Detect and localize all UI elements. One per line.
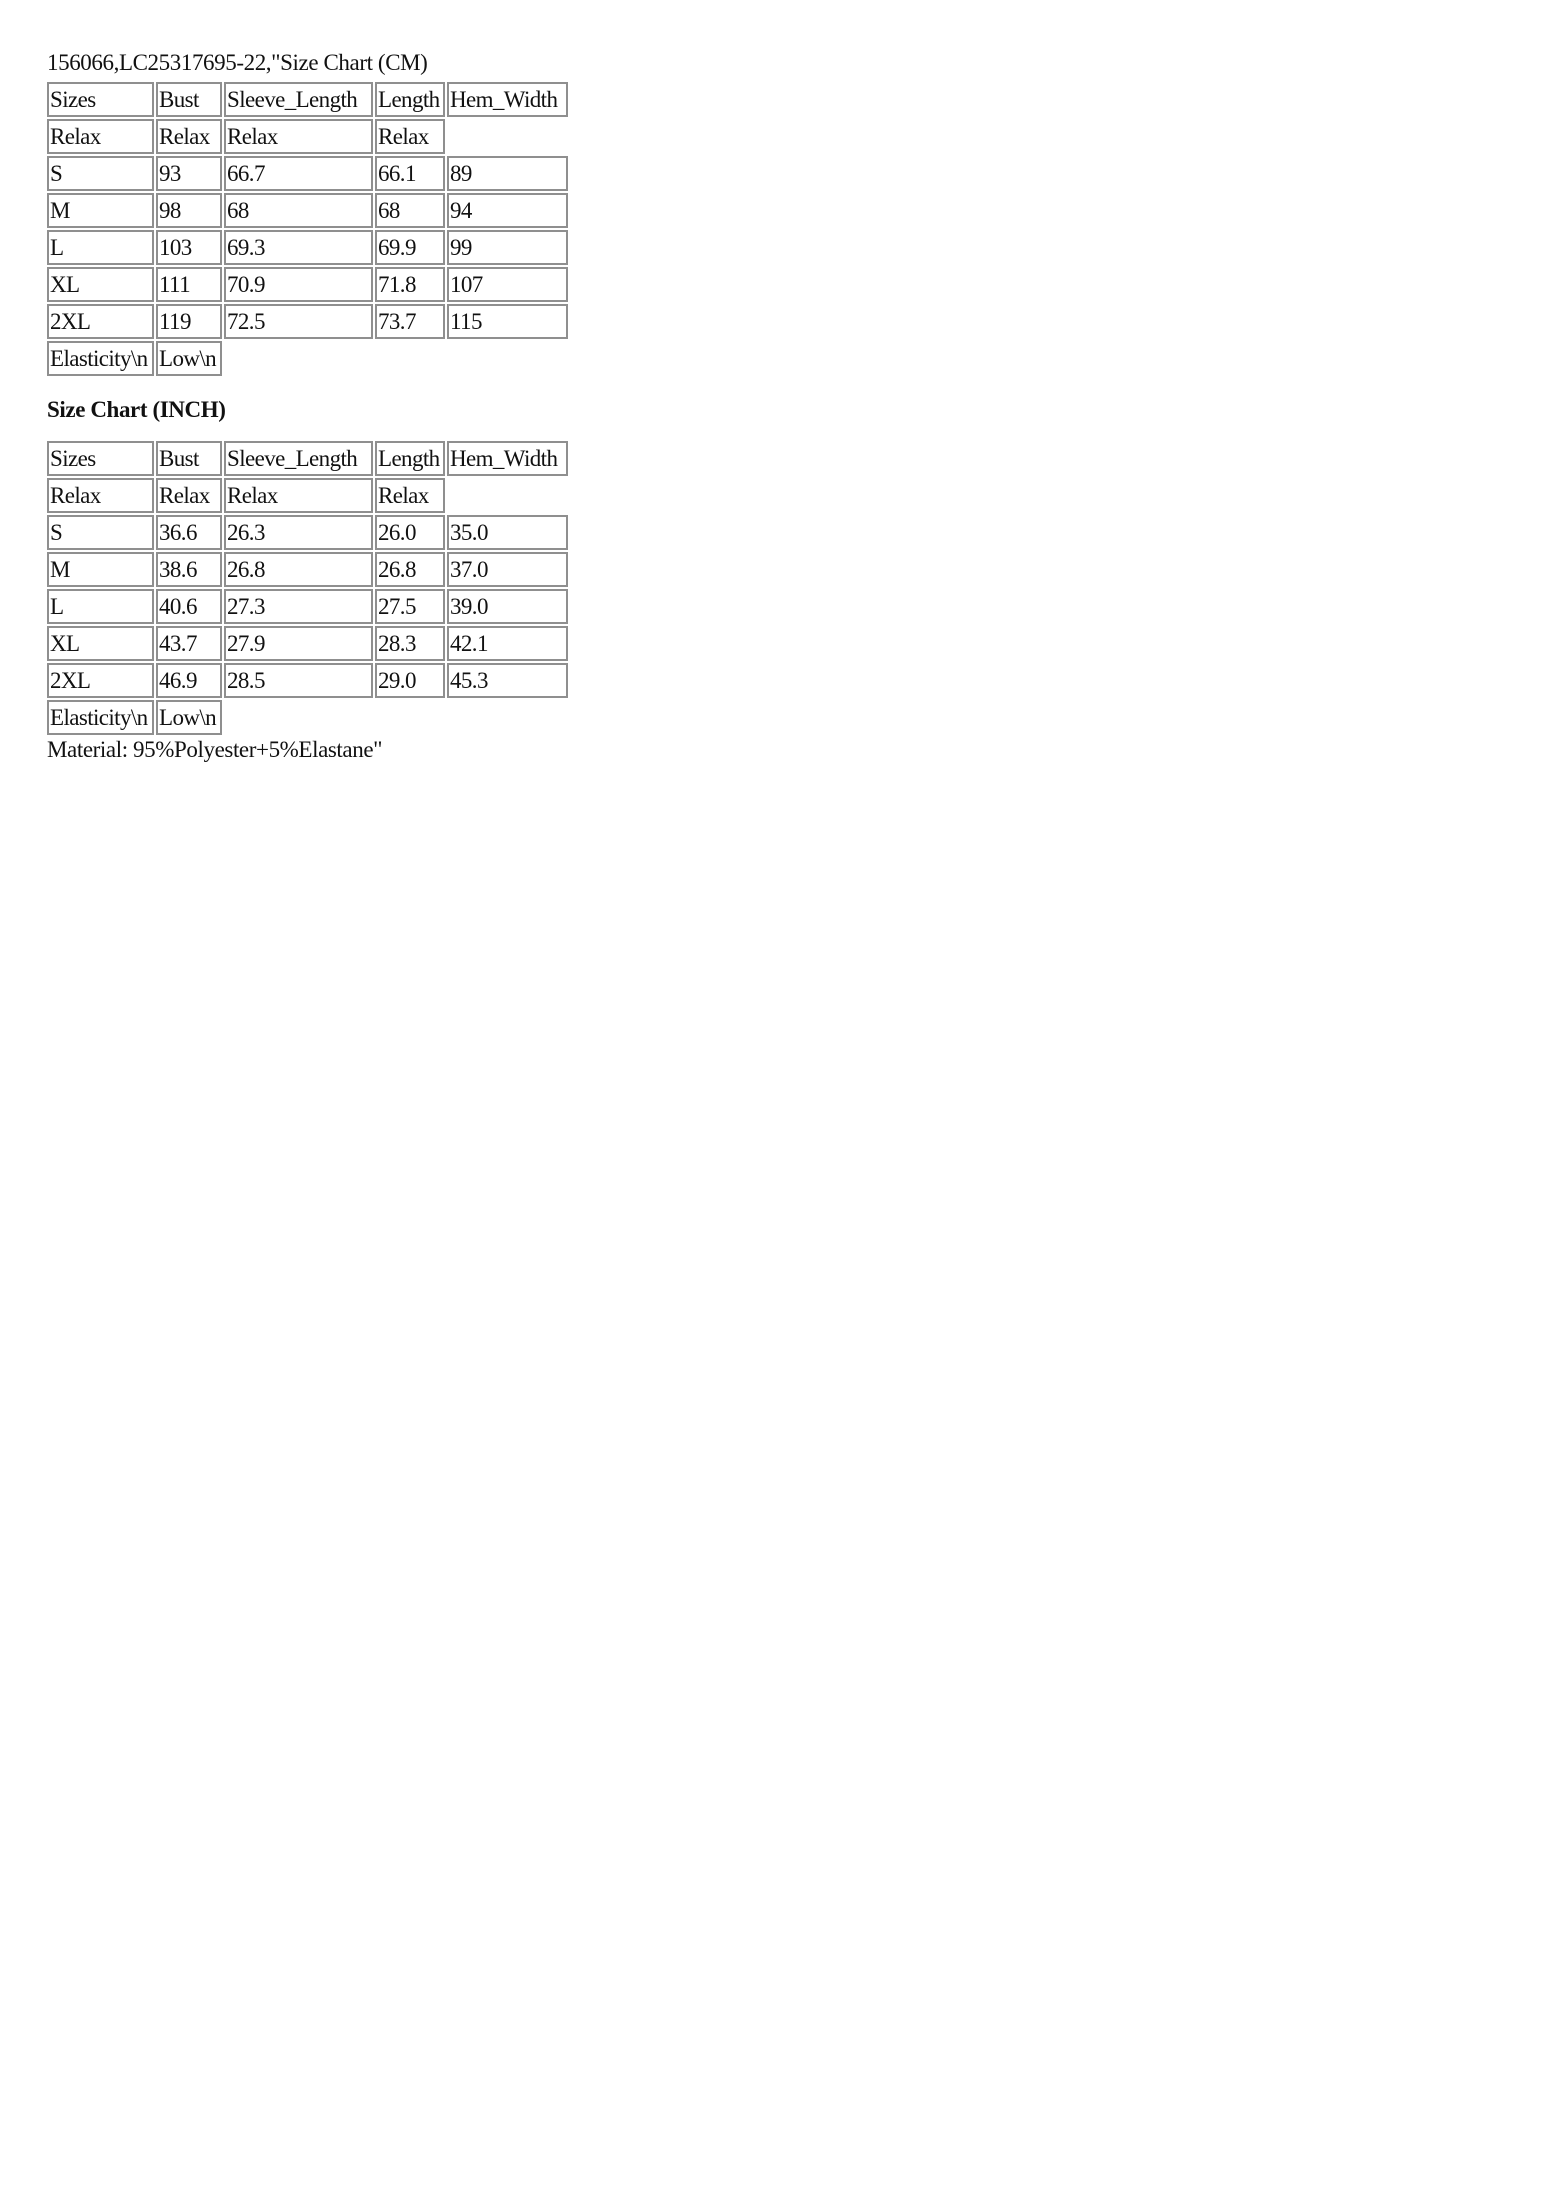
value-cell: 103 xyxy=(156,230,222,265)
document-page xyxy=(47,48,1497,765)
value-cell: 43.7 xyxy=(156,626,222,661)
header-cell-sizes: Sizes xyxy=(47,82,154,117)
fit-cell: Relax xyxy=(47,478,154,513)
value-cell: 71.8 xyxy=(375,267,445,302)
value-cell: 68 xyxy=(375,193,445,228)
value-cell: 40.6 xyxy=(156,589,222,624)
value-cell: 27.5 xyxy=(375,589,445,624)
size-cell: 2XL xyxy=(47,663,154,698)
value-cell: 69.3 xyxy=(224,230,373,265)
size-cell: S xyxy=(47,156,154,191)
elasticity-value-cell: Low\n xyxy=(156,341,222,376)
fit-cell: Relax xyxy=(224,478,373,513)
table-header-row xyxy=(47,82,568,117)
value-cell: 27.9 xyxy=(224,626,373,661)
material-line: Material: 95%Polyester+5%Elastane" xyxy=(47,737,383,762)
fit-cell: Relax xyxy=(375,119,445,154)
empty-cell xyxy=(447,700,568,735)
header-cell-length: Length xyxy=(375,82,445,117)
value-cell: 72.5 xyxy=(224,304,373,339)
header-cell-bust: Bust xyxy=(156,441,222,476)
size-cell: 2XL xyxy=(47,304,154,339)
value-cell: 115 xyxy=(447,304,568,339)
value-cell: 69.9 xyxy=(375,230,445,265)
empty-cell xyxy=(375,341,445,376)
size-cell: L xyxy=(47,589,154,624)
fit-row xyxy=(47,478,568,513)
value-cell: 98 xyxy=(156,193,222,228)
header-cell-sizes: Sizes xyxy=(47,441,154,476)
header-cell-length: Length xyxy=(375,441,445,476)
value-cell: 26.0 xyxy=(375,515,445,550)
elasticity-label-cell: Elasticity\n xyxy=(47,700,154,735)
table-row xyxy=(47,230,568,265)
size-cell: XL xyxy=(47,267,154,302)
product-header: 156066,LC25317695-22,"Size Chart (CM) xyxy=(47,50,428,75)
value-cell: 94 xyxy=(447,193,568,228)
empty-cell xyxy=(447,119,568,154)
value-cell: 38.6 xyxy=(156,552,222,587)
size-chart-inch-table xyxy=(45,439,570,737)
size-cell: M xyxy=(47,552,154,587)
value-cell: 111 xyxy=(156,267,222,302)
size-cell: L xyxy=(47,230,154,265)
table-row xyxy=(47,515,568,550)
value-cell: 119 xyxy=(156,304,222,339)
table-row xyxy=(47,552,568,587)
value-cell: 35.0 xyxy=(447,515,568,550)
table-row xyxy=(47,626,568,661)
value-cell: 66.7 xyxy=(224,156,373,191)
table-row xyxy=(47,193,568,228)
value-cell: 39.0 xyxy=(447,589,568,624)
value-cell: 70.9 xyxy=(224,267,373,302)
value-cell: 37.0 xyxy=(447,552,568,587)
table-header-row xyxy=(47,441,568,476)
header-cell-hem-width: Hem_Width xyxy=(447,82,568,117)
table-row xyxy=(47,663,568,698)
header-cell-sleeve-length: Sleeve_Length xyxy=(224,441,373,476)
elasticity-row xyxy=(47,700,568,735)
table-row xyxy=(47,589,568,624)
fit-cell: Relax xyxy=(47,119,154,154)
empty-cell xyxy=(224,700,373,735)
value-cell: 68 xyxy=(224,193,373,228)
elasticity-value-cell: Low\n xyxy=(156,700,222,735)
value-cell: 27.3 xyxy=(224,589,373,624)
value-cell: 66.1 xyxy=(375,156,445,191)
value-cell: 36.6 xyxy=(156,515,222,550)
value-cell: 26.8 xyxy=(375,552,445,587)
elasticity-label-cell: Elasticity\n xyxy=(47,341,154,376)
inch-section-title: Size Chart (INCH) xyxy=(47,397,226,422)
value-cell: 42.1 xyxy=(447,626,568,661)
table-row xyxy=(47,156,568,191)
value-cell: 89 xyxy=(447,156,568,191)
table-row xyxy=(47,304,568,339)
size-chart-cm-table xyxy=(45,80,570,378)
header-cell-hem-width: Hem_Width xyxy=(447,441,568,476)
value-cell: 107 xyxy=(447,267,568,302)
empty-cell xyxy=(224,341,373,376)
size-cell: M xyxy=(47,193,154,228)
size-cell: XL xyxy=(47,626,154,661)
fit-cell: Relax xyxy=(156,478,222,513)
empty-cell xyxy=(447,341,568,376)
value-cell: 26.3 xyxy=(224,515,373,550)
value-cell: 73.7 xyxy=(375,304,445,339)
fit-row xyxy=(47,119,568,154)
header-cell-bust: Bust xyxy=(156,82,222,117)
value-cell: 28.3 xyxy=(375,626,445,661)
value-cell: 28.5 xyxy=(224,663,373,698)
table-row xyxy=(47,267,568,302)
elasticity-row xyxy=(47,341,568,376)
empty-cell xyxy=(375,700,445,735)
fit-cell: Relax xyxy=(224,119,373,154)
value-cell: 26.8 xyxy=(224,552,373,587)
value-cell: 46.9 xyxy=(156,663,222,698)
fit-cell: Relax xyxy=(156,119,222,154)
size-cell: S xyxy=(47,515,154,550)
value-cell: 45.3 xyxy=(447,663,568,698)
value-cell: 99 xyxy=(447,230,568,265)
fit-cell: Relax xyxy=(375,478,445,513)
value-cell: 29.0 xyxy=(375,663,445,698)
header-cell-sleeve-length: Sleeve_Length xyxy=(224,82,373,117)
value-cell: 93 xyxy=(156,156,222,191)
empty-cell xyxy=(447,478,568,513)
